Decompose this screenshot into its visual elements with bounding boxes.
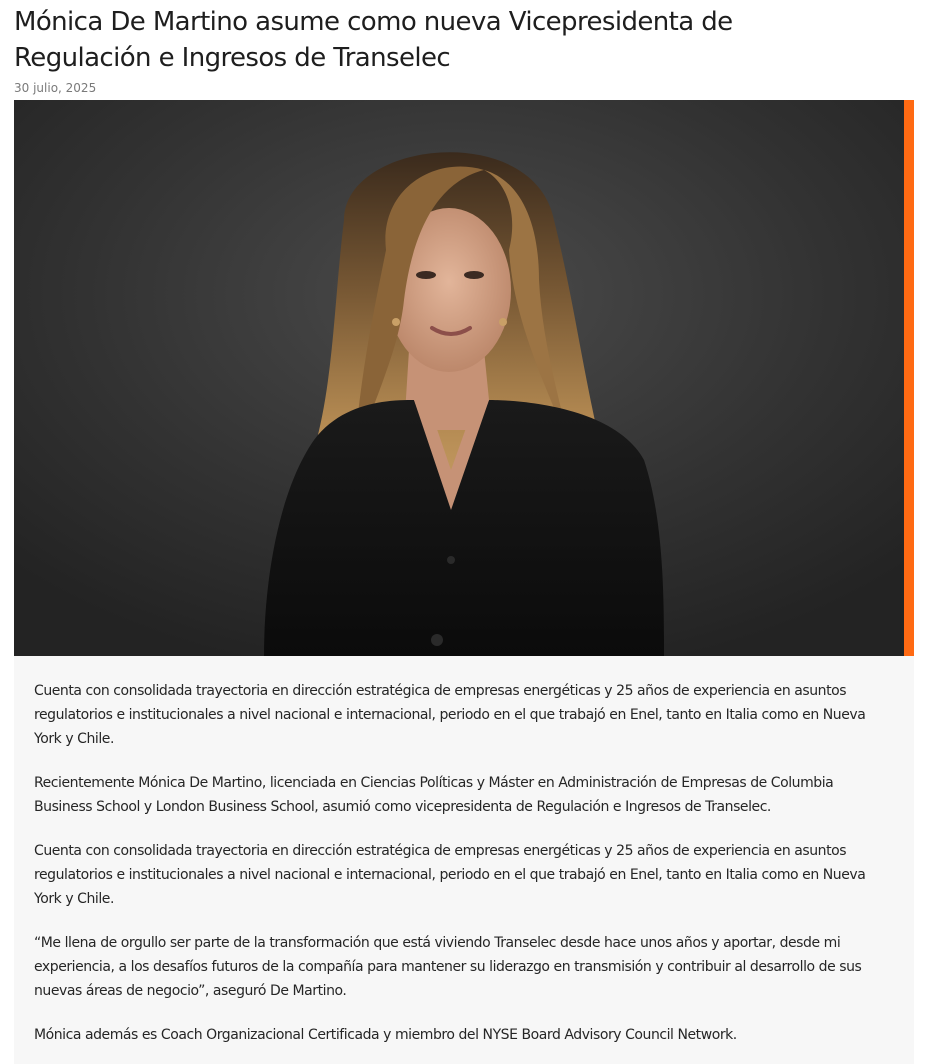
article-paragraph: “Me llena de orgullo ser parte de la transformación que está viviendo Transelec desde hace unos años y aportar, desde mi experiencia, a los desafíos futuros de la compañía para mantener su liderazgo en transmisión y contribuir al desarrollo de sus nuevas áreas de negocio”, aseguró De Martino.	[34, 935, 862, 999]
article-title: Mónica De Martino asume como nueva Vicepresidenta de Regulación e Ingresos de Transelec	[14, 7, 733, 73]
article-date: 30 julio, 2025	[14, 81, 97, 95]
article-paragraph: Cuenta con consolidada trayectoria en dirección estratégica de empresas energéticas y 25 años de experiencia en asuntos regulatorios e institucionales a nivel nacional e internacional, periodo en el que trabajó en Enel, tanto en Italia como en Nueva York y Chile.	[34, 843, 866, 907]
accent-bar	[904, 100, 914, 659]
portrait-photo-icon	[14, 100, 904, 656]
article-paragraph: Mónica además es Coach Organizacional Certificada y miembro del NYSE Board Advisory Council Network.	[34, 1027, 737, 1043]
article-paragraph: Cuenta con consolidada trayectoria en dirección estratégica de empresas energéticas y 25 años de experiencia en asuntos regulatorios e institucionales a nivel nacional e internacional, periodo en el que trabajó en Enel, tanto en Italia como en Nueva York y Chile.	[34, 683, 866, 747]
article-body	[34, 679, 884, 1064]
article-hero-image	[14, 100, 904, 656]
article-paragraph: Recientemente Mónica De Martino, licenciada en Ciencias Políticas y Máster en Administración de Empresas de Columbia Business School y London Business School, asumió como vicepresidenta de Regulación e Ingresos de Transelec.	[34, 775, 834, 815]
